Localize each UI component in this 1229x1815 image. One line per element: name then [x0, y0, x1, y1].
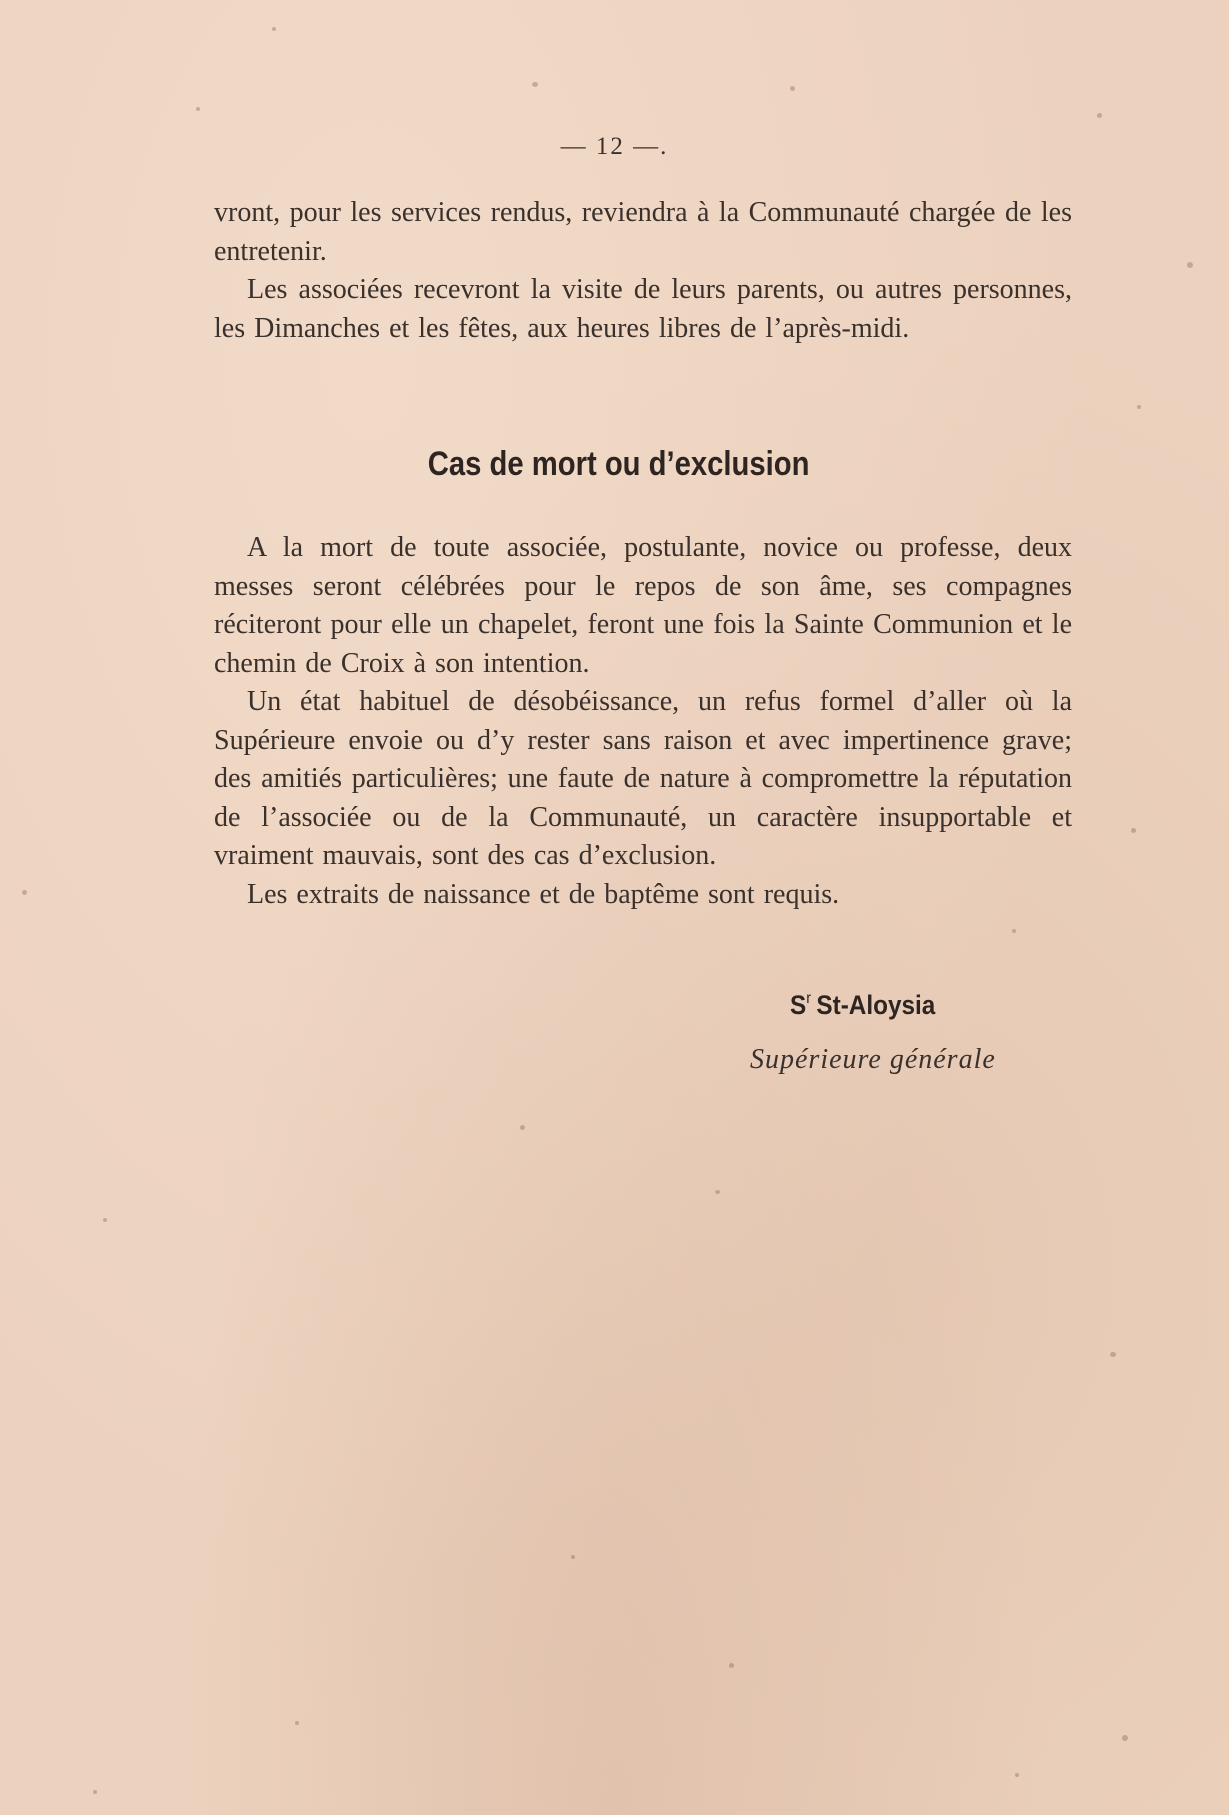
signature-prefix-sup: r: [806, 990, 812, 1007]
paper-speck: [532, 82, 538, 87]
paper-speck: [1015, 1773, 1019, 1777]
paper-speck: [1097, 113, 1102, 118]
signature-title: Supérieure générale: [750, 1044, 996, 1075]
paper-speck: [1122, 1735, 1128, 1741]
paper-speck: [196, 107, 200, 111]
paper-speck: [1131, 828, 1136, 833]
paper-speck: [715, 1190, 720, 1194]
paper-speck: [520, 1125, 525, 1130]
paper-speck: [729, 1663, 734, 1668]
paragraph-visits: Les associées recevront la visite de leurs parents, ou autres personnes, les Dimanches et les fêtes, aux heures libres de l’après-midi.: [214, 274, 1072, 344]
top-text-block: [214, 194, 1072, 348]
paper-speck: [1110, 1352, 1116, 1357]
signature-name-text: St-Aloysia: [816, 990, 936, 1020]
paper-speck: [93, 1790, 97, 1794]
paragraph-continuation: vront, pour les services rendus, reviendra à la Communauté chargée de les entretenir.: [214, 197, 1072, 267]
paper-speck: [1137, 405, 1141, 409]
paper-speck: [571, 1555, 575, 1559]
page-number: — 12 —.: [560, 133, 669, 160]
signature-name: [790, 990, 935, 1021]
paper-speck: [22, 890, 27, 895]
paper-speck: [295, 1721, 299, 1725]
signature-prefix: S: [790, 990, 807, 1020]
paragraph-death: A la mort de toute associée, postulante, novice ou professe, deux messes seront célébrées pour le repos de son âme, ses compagnes réciteront pour elle un chapelet, feront une fois la Sainte Communion et le chemin de Croix à son intention.: [214, 532, 1072, 679]
section-heading: Cas de mort ou d’exclusion: [427, 445, 810, 483]
paper-speck: [103, 1218, 107, 1222]
bottom-text-block: [214, 529, 1072, 914]
paper-speck: [1012, 929, 1016, 933]
paragraph-exclusion: Un état habituel de désobéissance, un refus formel d’aller où la Supérieure envoie ou d’y rester sans raison et avec impertinence grave; des amitiés particulières; une faute de nature à compromettre la réputation de l’associée ou de la Communauté, un caractère insupportable et vraiment mauvais, sont des cas d’exclusion.: [214, 686, 1072, 871]
paper-speck: [1187, 262, 1193, 268]
paper-speck: [790, 86, 795, 91]
paper-speck: [272, 27, 276, 31]
paragraph-documents: Les extraits de naissance et de baptême sont requis.: [247, 878, 840, 910]
